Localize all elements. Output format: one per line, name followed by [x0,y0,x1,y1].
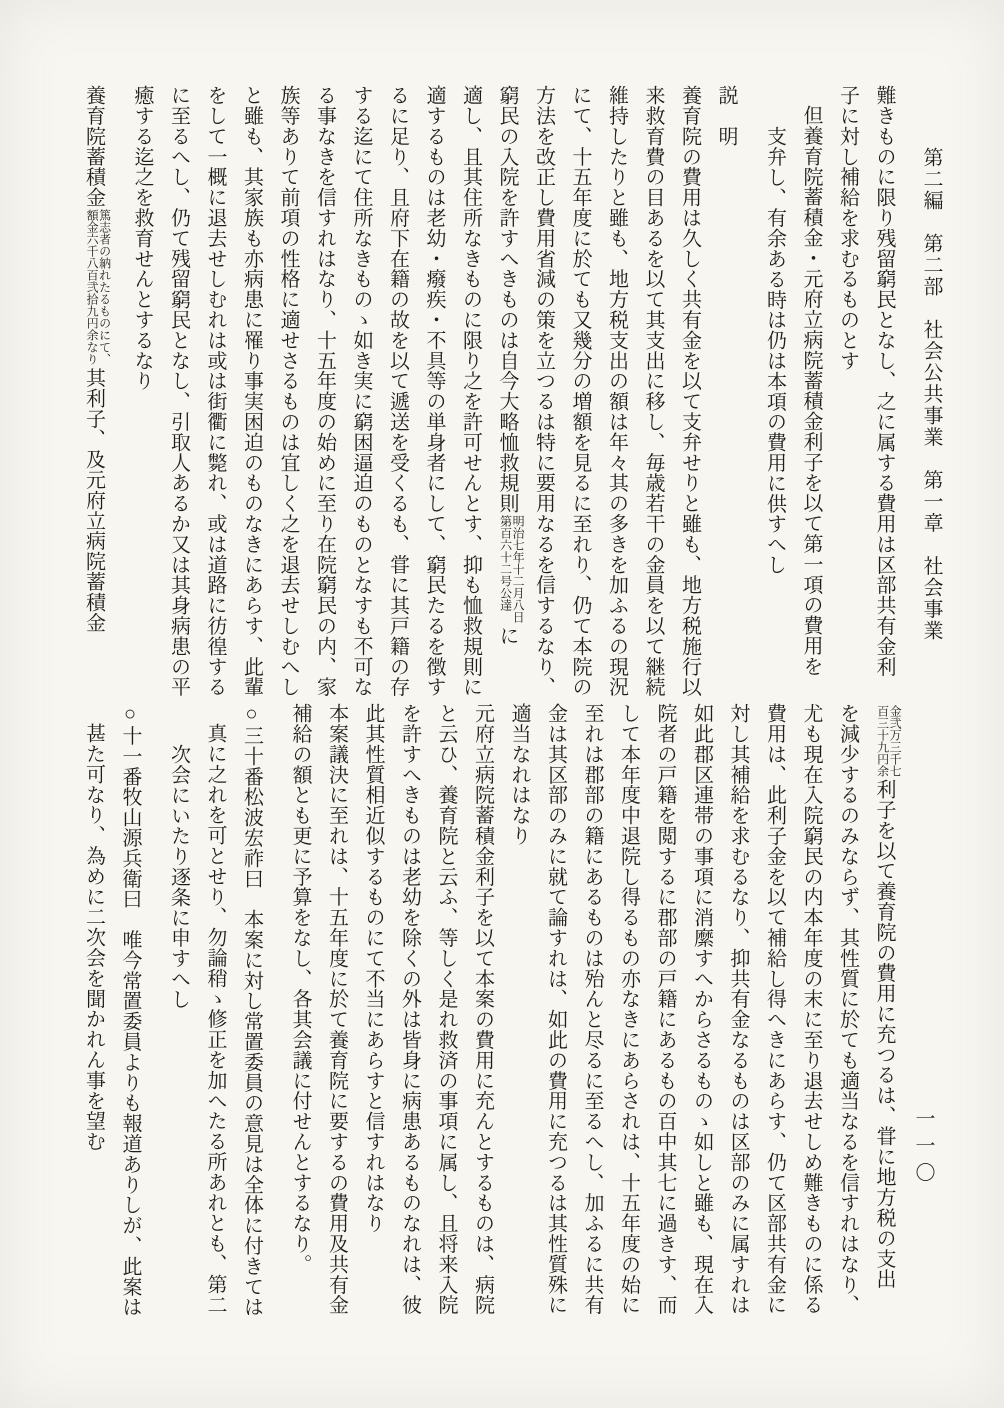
text-column: 癒する迄之を救育せんとするなり [131,85,153,391]
text-column: 族等ありて前項の性格に適せさるものは宜しく之を退去せしむへし [277,85,299,697]
text-column [75,85,112,707]
text-column: 維持したりと雖も、地方税支出の額は年々其の多きを加ふるの現況 [605,85,628,697]
text-column: 甚た可なり、為めに二次会を聞かれん事を望む [82,723,105,1152]
text-column: 本案議決に至れは、十五年度に於て養育院に要するの費用及共有金 [325,703,348,1315]
warichu-right: 金弐万三千七 [888,705,903,777]
text-column: 此其性質相近似するものにて不当にあらすと信すれはなり [362,703,384,1234]
text-column: 如此郡区連帯の事項に消縻すへからさるものゝ如しと雖も、現在入 [690,703,713,1315]
text-column: と雖も、其家族も亦病患に罹り事実困迫のものなきにあらす、此輩 [240,85,263,697]
warichu-note [86,209,111,365]
text-column: 適するものは老幼・癈疾・不具等の単身者にして、窮民たるを徴す [423,85,445,697]
text-run: 利子を以て養育院の費用に充つるは、甞に地方税の支出 [873,779,895,1289]
text-column: して本年度中退院し得るもの亦なきにあらされは、十五年度の始に [617,703,640,1315]
text-run: 窮民の入院を許すへきものは自今大略恤救規則 [496,85,518,514]
text-column: 来救育費の目あるを以て其支出に移し、毎歳若干の金員を以て継続 [642,85,664,697]
warichu-note [499,515,524,623]
text-column: 養育院の費用は久しく共有金を以て支弁せりと雖も、地方税施行以 [678,85,701,697]
text-column: 金は其区部のみに就て論すれは、如此の費用に充つるは其性質殊に [544,703,567,1315]
text-column: 次会にいたり逐条に申すへし [167,744,190,1010]
warichu-right: 篤志者の納れたるものにて、 [97,209,112,366]
text-column: る事なきを信すれはなり、十五年度の始めに至り在院窮民の内、家 [313,85,336,697]
warichu-right: 明治七年十二月八日 [511,515,526,624]
text-run: 其利子、及元府立病院蓄積金 [82,367,105,633]
speech-column: ○三十番松波宏祚曰 本案に対し常置委員の意見は全体に付きては [240,703,263,1317]
text-column: るに足り、且府下在籍の故を以て遞送を受くるも、甞に其戸籍の存 [386,85,409,697]
text-column: に至るへし、仍て残留窮民となし、引取人あるか又は其身病患の平 [167,85,190,697]
text-column: 適当なれはなり [508,703,530,846]
text-run: に [496,625,518,646]
text-column: 支弁し、有余ある時は仍は本項の費用に供すへし [763,126,786,575]
text-column: 方法を改正し費用省減の策を立つるは特に要用なるを信するなり、 [532,85,555,697]
text-column: する迄にて住所なきものゝ如き実に窮困逼迫のものとなすも不可な [350,85,372,697]
text-column [489,85,526,707]
running-header: 第二編 第二部 社会公共事業 第一章 社会事業 [920,147,942,642]
text-column: 至れは郡部の籍にあるものは殆んと尽るに至るへし、加ふるに共有 [581,703,603,1315]
text-run: 養育院蓄積金 [82,85,105,208]
text-column: 難きものに限り残留窮民となし、之に属する費用は区部共有金利 [873,85,895,677]
text-column: 子に対し補給を求むるものとす [836,85,859,371]
text-column: 真に之れを可とせり、勿論稍ゝ修正を加へたる所あれとも、第二 [204,723,226,1315]
text-column: を減少するのみならず、其性質に於ても適当なるを信すれはなり、 [836,703,859,1315]
text-column: にて、十五年度に於ても又幾分の増額を見るに至れり、仍て本院の [569,85,591,697]
text-column: 尤も現在入院窮民の内本年度の末に至り退去せしめ難きものに係る [800,703,822,1315]
text-column [866,703,903,1340]
text-column: 対し其補給を求むるなり、抑共有金なるものは区部のみに属すれは [727,703,749,1315]
section-heading: 説 明 [715,85,737,147]
upper-text-block [75,85,902,707]
text-column: 費用は、此利子金を以て補給し得へきにあらす、仍て区部共有金に [763,703,786,1315]
text-column: 但養育院蓄積金・元府立病院蓄積金利子を以て第一項の費用を [800,105,822,677]
page-number: 一一〇 [912,1108,934,1189]
warichu-left: 額金六千八百弐拾九円余なり [85,209,100,366]
lower-text-block [75,703,902,1340]
text-column: と云ひ、養育院と云ふ、等しく是れ救済の事項に属し、且将来入院 [435,703,457,1315]
text-column: 元府立病院蓄積金利子を以て本案の費用に充んとするものは、病院 [471,703,494,1315]
text-column: 補給の額とも更に予算をなし、各其会議に付せんとするなり。 [289,703,311,1275]
text-column: 適し、且其住所なきものに限り之を許可せんとす、抑も恤救規則に [459,85,482,697]
warichu-left: 第百六十二号公達 [498,515,513,612]
text-column: を許すへきものは老幼を除くの外は皆身に病患あるものなれは、彼 [398,703,421,1315]
warichu-note [876,705,901,777]
text-column: をして一概に退去せしむれは或は街衢に斃れ、或は道路に彷徨する [204,85,226,697]
text-column: 院者の戸籍を閲するに郡部の戸籍にあるもの百中其七に過きす、而 [654,703,676,1315]
speech-column: ○十一番牧山源兵衛曰 唯今常置委員よりも報道ありしが、此案は [119,703,141,1317]
warichu-left: 百三十九円余 [875,705,890,777]
